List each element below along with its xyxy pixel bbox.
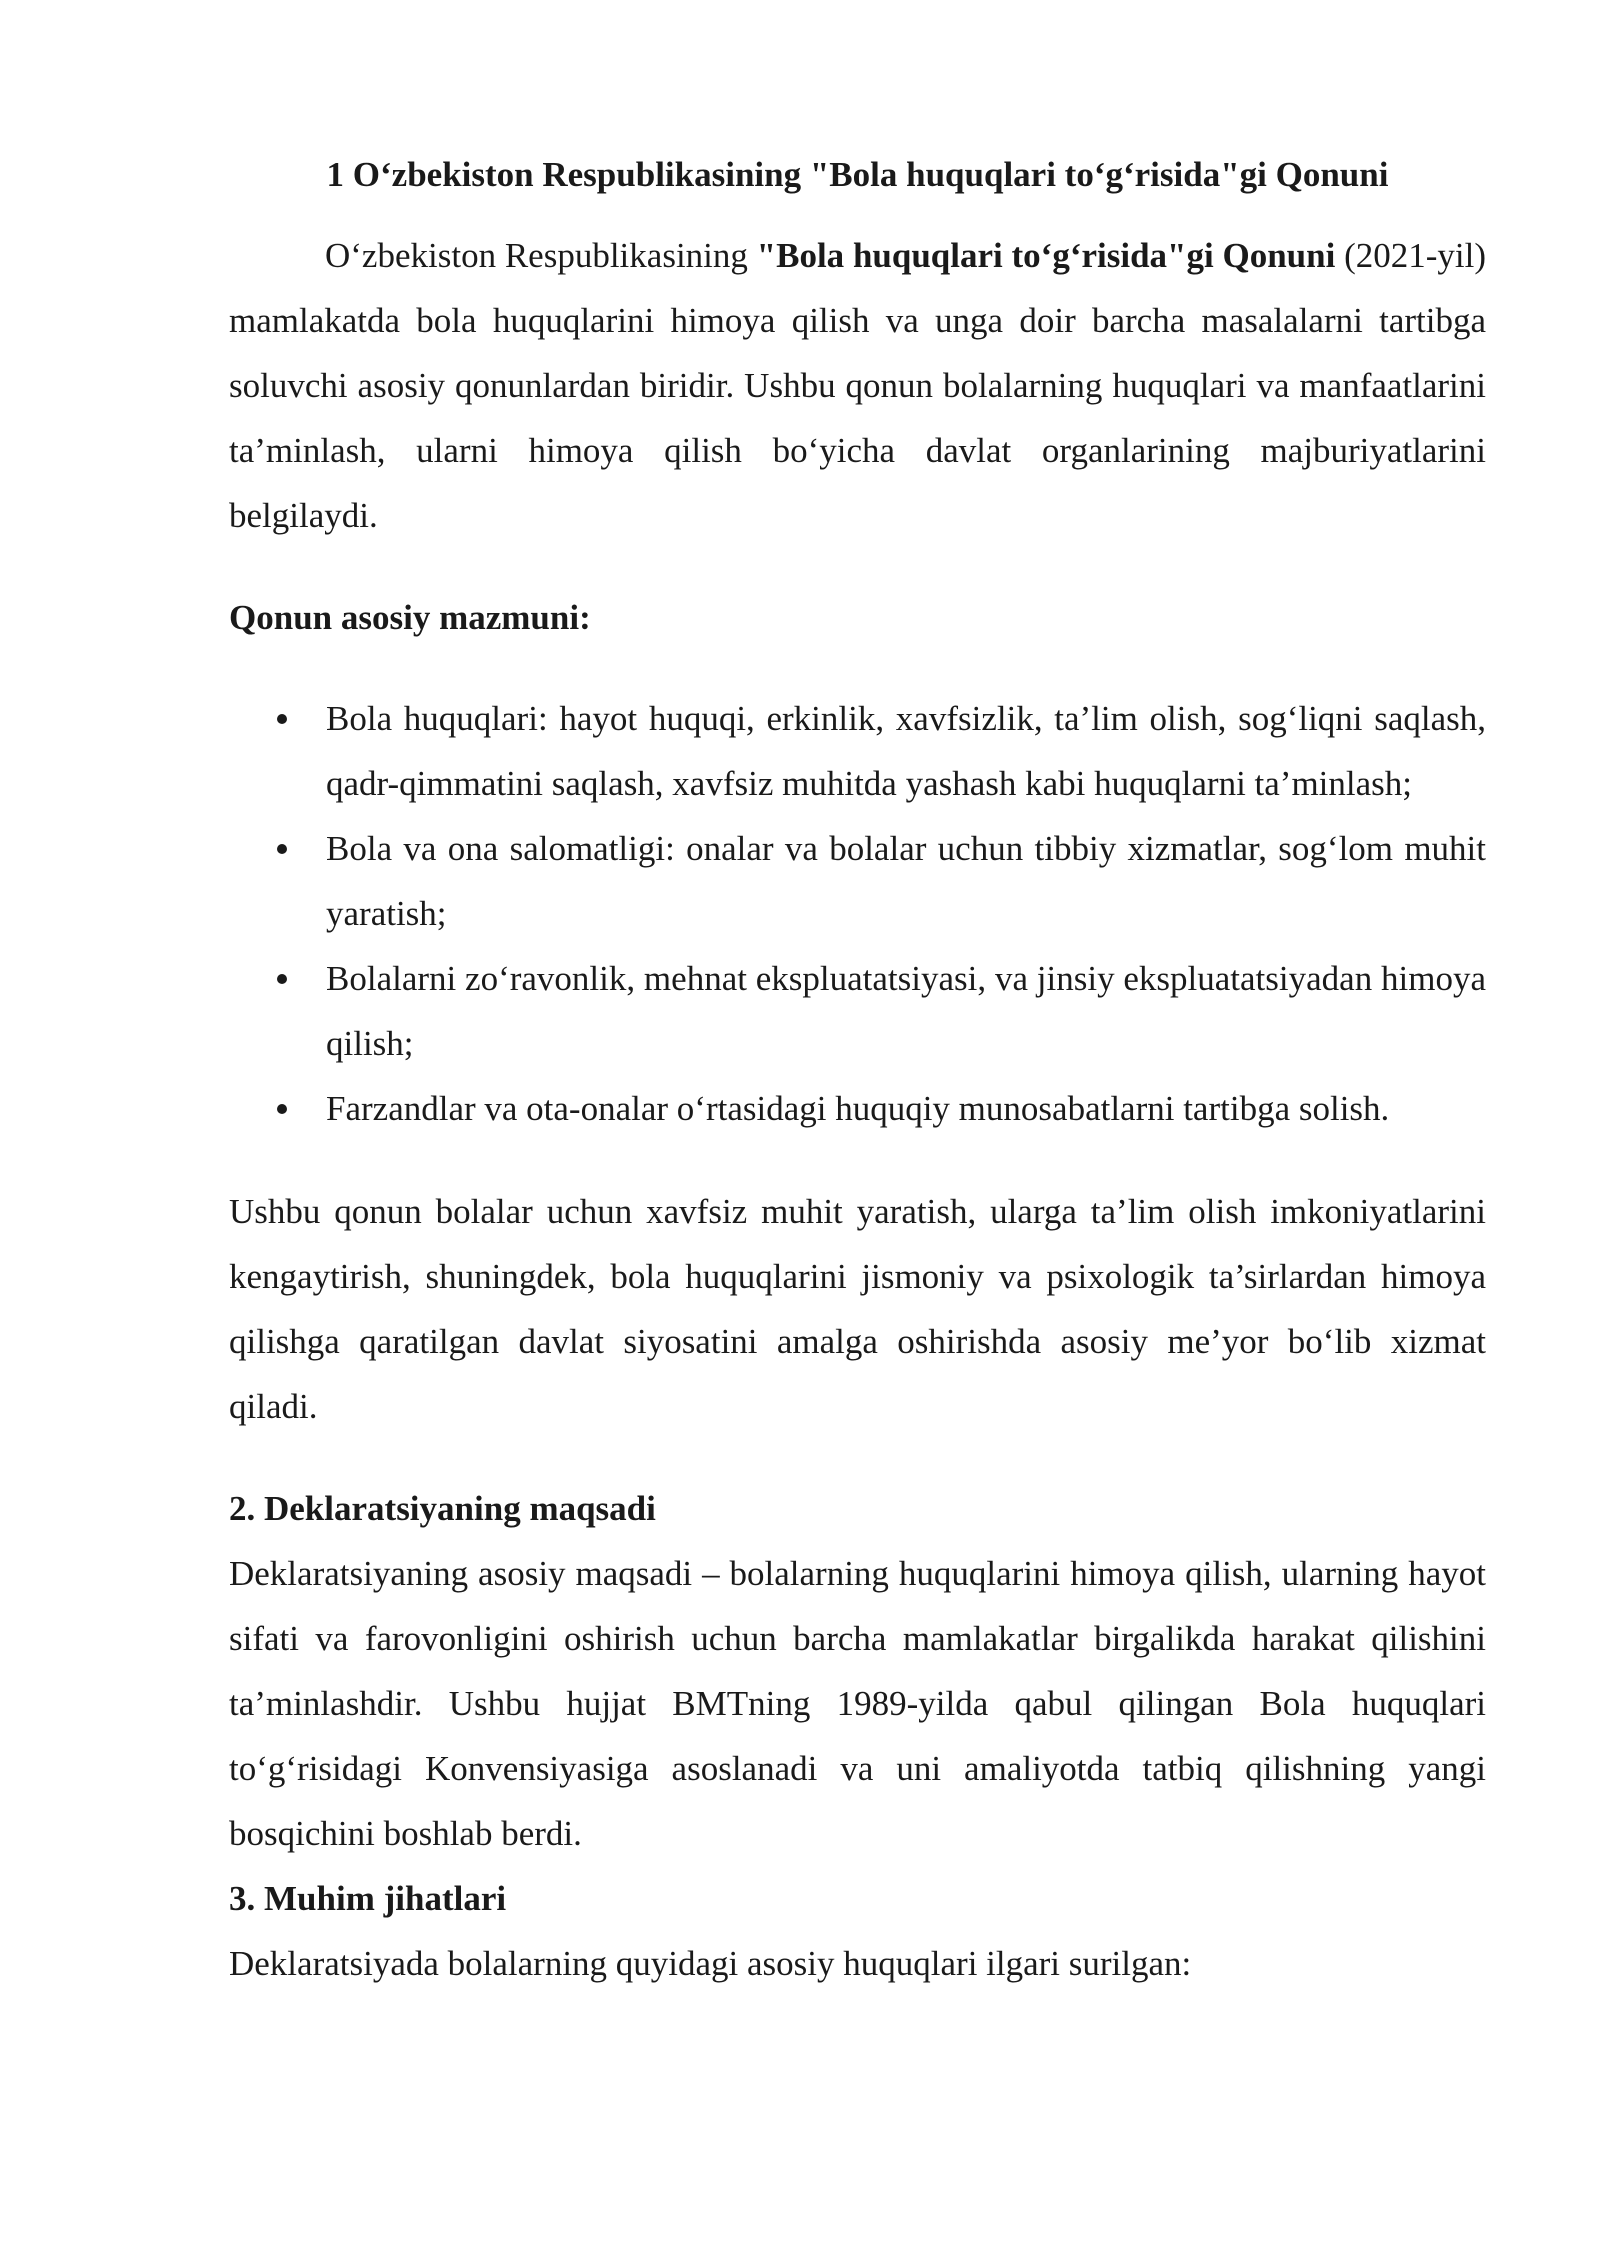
bullet-icon xyxy=(277,844,287,854)
bullet-icon xyxy=(277,1104,287,1114)
list-item xyxy=(229,1076,1486,1141)
list-item xyxy=(229,686,1486,816)
rights-list xyxy=(229,686,1486,1141)
section-2-paragraph: Deklaratsiyaning asosiy maqsadi – bolalarning huquqlarini himoya qilish, ularning hayot sifati va farovonligini oshirish uchun barcha mamlakatlar birgalikda harakat qilishini ta’minlashdir. Ushbu hujjat BMTning 1989-yilda qabul qilingan Bola huquqlari to‘g‘risidagi Konvensiyasiga asoslanadi va uni amaliyotda tatbiq qilishning yangi bosqichini boshlab berdi. xyxy=(229,1554,1486,1853)
section-2-heading: 2. Deklaratsiyaning maqsadi xyxy=(229,1489,656,1528)
list-item-text: Bola huquqlari: hayot huquqi, erkinlik, xavfsizlik, ta’lim olish, sog‘liqni saqlash, qadr-qimmatini saqlash, xavfsiz muhitda yashash kabi huquqlarni ta’minlash; xyxy=(326,699,1486,803)
list-item-text: Farzandlar va ota-onalar o‘rtasidagi huquqiy munosabatlarni tartibga solish. xyxy=(326,1089,1390,1128)
bullet-icon xyxy=(277,714,287,724)
bullet-icon xyxy=(277,974,287,984)
intro-rest: (2021-yil) mamlakatda bola huquqlarini himoya qilish va unga doir barcha masalalarni tartibga soluvchi asosiy qonunlardan biridir. Ushbu qonun bolalarning huquqlari va manfaatlarini ta’minlash, ularni himoya qilish bo‘yicha davlat organlarining majburiyatlarini belgilaydi. xyxy=(229,236,1487,535)
list-item xyxy=(229,816,1486,946)
section-3-paragraph: Deklaratsiyada bolalarning quyidagi asosiy huquqlari ilgari surilgan: xyxy=(229,1944,1192,1983)
list-item xyxy=(229,946,1486,1076)
intro-lead: O‘zbekiston Respublikasining xyxy=(325,236,757,275)
list-item-text: Bola va ona salomatligi: onalar va bolalar uchun tibbiy xizmatlar, sog‘lom muhit yaratish; xyxy=(326,829,1486,933)
summary-paragraph: Ushbu qonun bolalar uchun xavfsiz muhit yaratish, ularga ta’lim olish imkoniyatlarini kengaytirish, shuningdek, bola huquqlarini jismoniy va psixologik ta’sirlardan himoya qilishga qaratilgan davlat siyosatini amalga oshirishda asosiy me’yor bo‘lib xizmat qiladi. xyxy=(229,1192,1486,1426)
list-item-text: Bolalarni zo‘ravonlik, mehnat ekspluatatsiyasi, va jinsiy ekspluatatsiyadan himoya qilish; xyxy=(326,959,1486,1063)
content-heading: Qonun asosiy mazmuni: xyxy=(229,598,591,637)
section-3-heading: 3. Muhim jihatlari xyxy=(229,1879,507,1918)
intro-paragraph xyxy=(229,223,1486,548)
document-title: 1 O‘zbekiston Respublikasining "Bola huquqlari to‘g‘risida"gi Qonuni xyxy=(326,155,1389,194)
law-name: "Bola huquqlari to‘g‘risida"gi Qonuni xyxy=(756,236,1336,275)
document-body xyxy=(229,145,1486,1996)
